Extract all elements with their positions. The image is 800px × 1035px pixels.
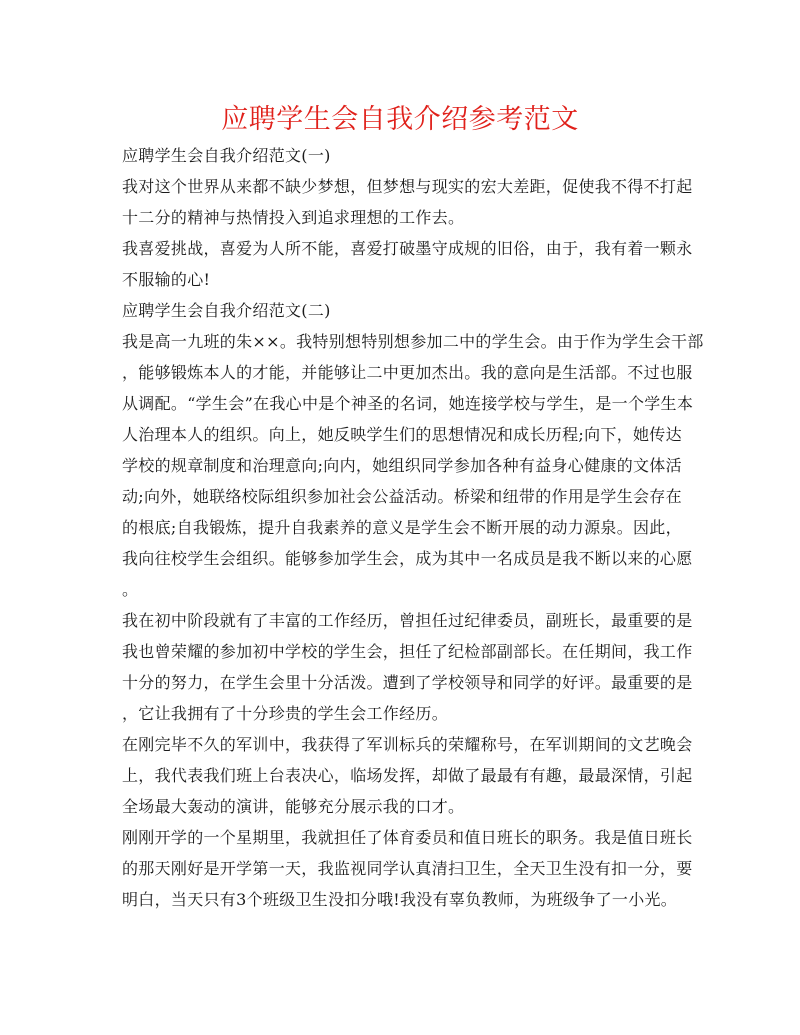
document-body bbox=[122, 140, 704, 915]
document-title: 应聘学生会自我介绍参考范文 bbox=[221, 104, 579, 135]
section-heading-1: 应聘学生会自我介绍范文(一) bbox=[122, 146, 331, 165]
text-line: 明白，当天只有3个班级卫生没扣分哦!我没有辜负教师，为班级争了一小光。 bbox=[122, 890, 678, 909]
text-line: 从调配。“学生会”在我心中是个神圣的名词，她连接学校与学生，是一个学生本 bbox=[122, 394, 694, 413]
text-line: 我是高一九班的朱××。我特别想特别想参加二中的学生会。由于作为学生会干部 bbox=[122, 332, 704, 351]
text-line: 全场最大轰动的演讲，能够充分展示我的口才。 bbox=[122, 797, 465, 816]
text-line: 刚刚开学的一个星期里，我就担任了体育委员和值日班长的职务。我是值日班长 bbox=[122, 828, 693, 847]
text-line: 动;向外，她联络校际组织参加社会公益活动。桥梁和纽带的作用是学生会存在 bbox=[122, 487, 682, 506]
text-line: 上，我代表我们班上台表决心，临场发挥，却做了最最有有趣，最最深情，引起 bbox=[122, 766, 693, 785]
text-line: 我也曾荣耀的参加初中学校的学生会，担任了纪检部副部长。在任期间，我工作 bbox=[122, 642, 693, 661]
text-line: 的根底;自我锻炼，提升自我素养的意义是学生会不断开展的动力源泉。因此， bbox=[122, 518, 682, 537]
text-line: 我向往校学生会组织。能够参加学生会，成为其中一名成员是我不断以来的心愿 bbox=[122, 549, 693, 568]
text-line: ，它让我拥有了十分珍贵的学生会工作经历。 bbox=[122, 704, 449, 723]
text-line: ，能够锻炼本人的才能，并能够让二中更加杰出。我的意向是生活部。不过也服 bbox=[122, 363, 693, 382]
text-line: 。 bbox=[122, 580, 139, 599]
text-line: 不服输的心! bbox=[122, 270, 211, 289]
text-line: 学校的规章制度和治理意向;向内，她组织同学参加各种有益身心健康的文体活 bbox=[122, 456, 682, 475]
text-line: 我对这个世界从来都不缺少梦想，但梦想与现实的宏大差距，促使我不得不打起 bbox=[122, 177, 693, 196]
text-line: 人治理本人的组织。向上，她反映学生们的思想情况和成长历程;向下，她传达 bbox=[122, 425, 682, 444]
text-line: 在刚完毕不久的军训中，我获得了军训标兵的荣耀称号，在军训期间的文艺晚会 bbox=[122, 735, 693, 754]
text-line: 十分的努力，在学生会里十分活泼。遭到了学校领导和同学的好评。最重要的是 bbox=[122, 673, 693, 692]
text-line: 我在初中阶段就有了丰富的工作经历，曾担任过纪律委员，副班长，最重要的是 bbox=[122, 611, 693, 630]
text-line: 十二分的精神与热情投入到追求理想的工作去。 bbox=[122, 208, 465, 227]
section-heading-2: 应聘学生会自我介绍范文(二) bbox=[122, 301, 331, 320]
text-line: 我喜爱挑战，喜爱为人所不能，喜爱打破墨守成规的旧俗，由于，我有着一颗永 bbox=[122, 239, 693, 258]
text-line: 的那天刚好是开学第一天，我监视同学认真清扫卫生，全天卫生没有扣一分，要 bbox=[122, 859, 693, 878]
